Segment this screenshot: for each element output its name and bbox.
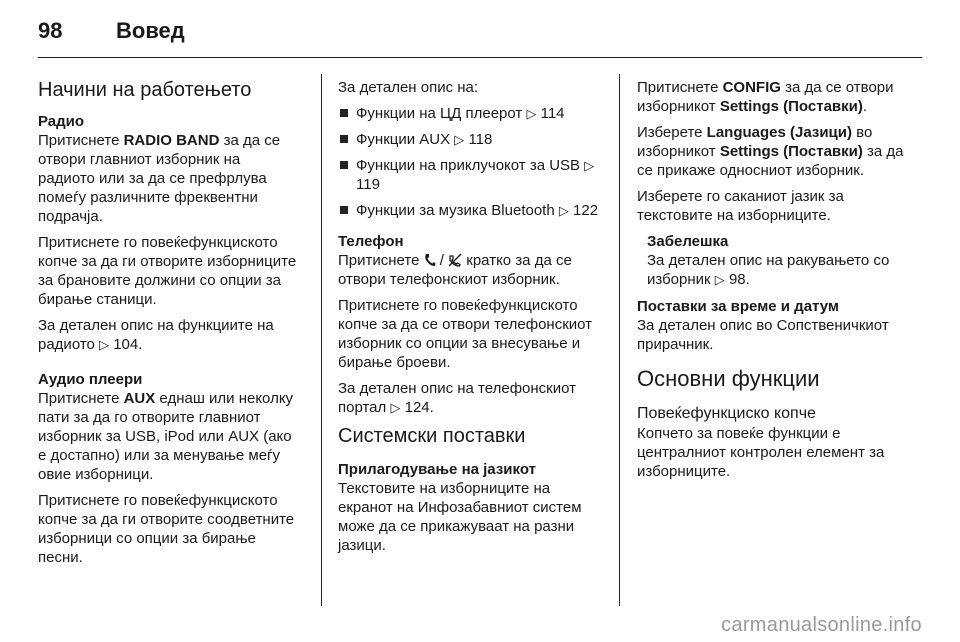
page-ref-arrow-icon: ▷ xyxy=(99,337,110,352)
heading-operating-modes: Начини на работењето xyxy=(38,79,252,101)
column-3 xyxy=(637,78,907,488)
audio-paragraph-2: Притиснете го повеќефункциското копче за да ги отворите соодветните изборници со опции за бирање песни. xyxy=(38,492,295,566)
heading-radio: Радио xyxy=(38,113,85,130)
audio-paragraph-1: Притиснете AUX еднаш или неколку пати за да го отворите главниот изборник за USB, iPod или AUX (ако е достапно) или за менување меѓу овие изборници. xyxy=(38,390,294,483)
section-title: Вовед xyxy=(116,18,185,43)
page-ref-arrow-icon: ▷ xyxy=(526,106,537,121)
phone-icon xyxy=(424,253,436,267)
page-ref-arrow-icon: ▷ xyxy=(558,203,569,218)
config-key: CONFIG xyxy=(722,79,781,96)
note-box xyxy=(647,232,907,289)
page-ref-arrow-icon: ▷ xyxy=(584,158,595,173)
time-date-paragraph: За детален опис во Сопственичкиот прирачник. xyxy=(637,317,889,353)
details-list xyxy=(338,104,604,220)
header-rule xyxy=(38,57,922,58)
radio-paragraph-3: За детален опис на функциите на радиото ▷ 104. xyxy=(38,317,274,353)
note-text: За детален опис на ракувањето со изборник ▷ 98. xyxy=(647,252,890,288)
page-number: 98 xyxy=(38,18,63,43)
phone-paragraph-3: За детален опис на телефонскиот портал ▷ 124. xyxy=(338,380,576,416)
heading-system-settings: Системски поставки xyxy=(338,425,526,447)
list-item: Функции AUX ▷ 118 xyxy=(338,130,604,149)
page-header xyxy=(38,18,185,44)
radio-paragraph-2: Притиснете го повеќефункциското копче за да ги отворите изборниците за брановите должини со опции за бирање станици. xyxy=(38,234,297,308)
phone-paragraph-2: Притиснете го повеќефункциското копче за да се отвори телефонскиот изборник со опции за внесување и бирање броеви. xyxy=(338,297,593,371)
column-divider xyxy=(321,74,322,606)
heading-basic-functions: Основни функции xyxy=(637,366,820,391)
settings-menu-label: Settings (Поставки) xyxy=(719,98,863,115)
heading-audio-players: Аудио плеери xyxy=(38,371,143,388)
list-item: Функции на ЦД плеерот ▷ 114 xyxy=(338,104,604,123)
mute-icon xyxy=(448,253,462,267)
aux-key: AUX xyxy=(123,390,156,407)
languages-menu-label: Languages (Јазици) xyxy=(706,124,852,141)
list-item: Функции на приклучокот за USB ▷ 119 xyxy=(338,156,604,194)
column-divider xyxy=(619,74,620,606)
heading-language: Прилагодување на јазикот xyxy=(338,461,536,478)
heading-time-date: Поставки за време и датум xyxy=(637,298,840,315)
column-1 xyxy=(38,78,300,574)
knob-paragraph: Копчето за повеќе функции е централниот контролен елемент за изборниците. xyxy=(637,425,885,480)
watermark: carmanualsonline.info xyxy=(721,614,922,636)
language-paragraph: Текстовите на изборниците на екранот на Инфозабавниот систем може да се прикажуваат на разни јазици. xyxy=(338,480,582,554)
select-language-paragraph: Изберете го саканиот јазик за текстовите на изборниците. xyxy=(637,188,844,224)
config-paragraph: Притиснете CONFIG за да се отвори изборникот Settings (Поставки). xyxy=(637,79,894,115)
list-item: Функции за музика Bluetooth ▷ 122 xyxy=(338,201,604,220)
page-ref-arrow-icon: ▷ xyxy=(714,272,725,287)
languages-paragraph: Изберете Languages (Јазици) во изборникот Settings (Поставки) за да се прикаже односниот изборник. xyxy=(637,124,904,179)
heading-phone: Телефон xyxy=(338,233,404,250)
radio-band-key: RADIO BAND xyxy=(123,132,220,149)
note-title: Забелешка xyxy=(647,233,729,250)
page-ref-arrow-icon: ▷ xyxy=(454,132,465,147)
settings-menu-label: Settings (Поставки) xyxy=(719,143,863,160)
details-intro: За детален опис на: xyxy=(338,79,479,96)
page-ref-arrow-icon: ▷ xyxy=(390,400,401,415)
radio-paragraph-1: Притиснете RADIO BAND за да се отвори главниот изборник на радиото или за да се префрлува помеѓу различните фреквентни подрачја. xyxy=(38,132,281,225)
column-2 xyxy=(338,78,604,562)
phone-paragraph-1: Притиснете / кратко за да се отвори телефонскиот изборник. xyxy=(338,252,572,288)
heading-multifunction-knob: Повеќефункциско копче xyxy=(637,405,816,422)
